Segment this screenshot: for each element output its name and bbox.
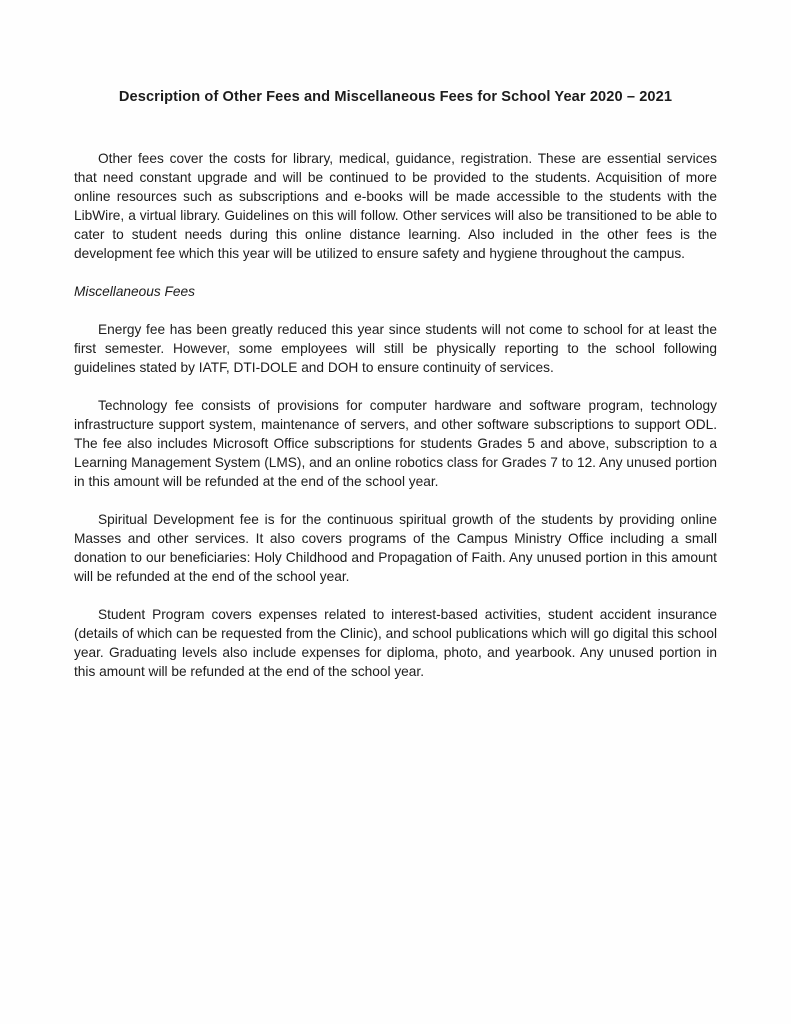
paragraph-energy-fee: Energy fee has been greatly reduced this year since students will not come to school for at least the first semester. However, some employees will still be physically reporting to the school following guidelines stated by IATF, DTI-DOLE and DOH to ensure continuity of services.	[74, 322, 717, 375]
section-heading-miscellaneous-fees: Miscellaneous Fees	[74, 284, 195, 299]
intro-paragraph: Other fees cover the costs for library, medical, guidance, registration. These are essential services that need constant upgrade and will be continued to be provided to the students. Acquisition of more online resources such as subscriptions and e-books will be made accessible to the students with the LibWire, a virtual library. Guidelines on this will follow. Other services will also be transitioned to be able to cater to student needs during this online distance learning. Also included in the other fees is the development fee which this year will be utilized to ensure safety and hygiene throughout the campus.	[74, 151, 717, 261]
paragraph-technology-fee: Technology fee consists of provisions for computer hardware and software program, technology infrastructure support system, maintenance of servers, and other software subscriptions to support ODL. The fee also includes Microsoft Office subscriptions for students Grades 5 and above, subscription to a Learning Management System (LMS), and an online robotics class for Grades 7 to 12. Any unused portion in this amount will be refunded at the end of the school year.	[74, 398, 717, 489]
paragraph-spiritual-development-fee: Spiritual Development fee is for the continuous spiritual growth of the students by providing online Masses and other services. It also covers programs of the Campus Ministry Office including a small donation to our beneficiaries: Holy Childhood and Propagation of Faith. Any unused portion in this amount will be refunded at the end of the school year.	[74, 512, 717, 584]
document-title: Description of Other Fees and Miscellaneous Fees for School Year 2020 – 2021	[118, 89, 673, 105]
paragraph-student-program: Student Program covers expenses related to interest-based activities, student accident insurance (details of which can be requested from the Clinic), and school publications which will go digital this school year. Graduating levels also include expenses for diploma, photo, and yearbook. Any unused portion in this amount will be refunded at the end of the school year.	[74, 607, 717, 679]
